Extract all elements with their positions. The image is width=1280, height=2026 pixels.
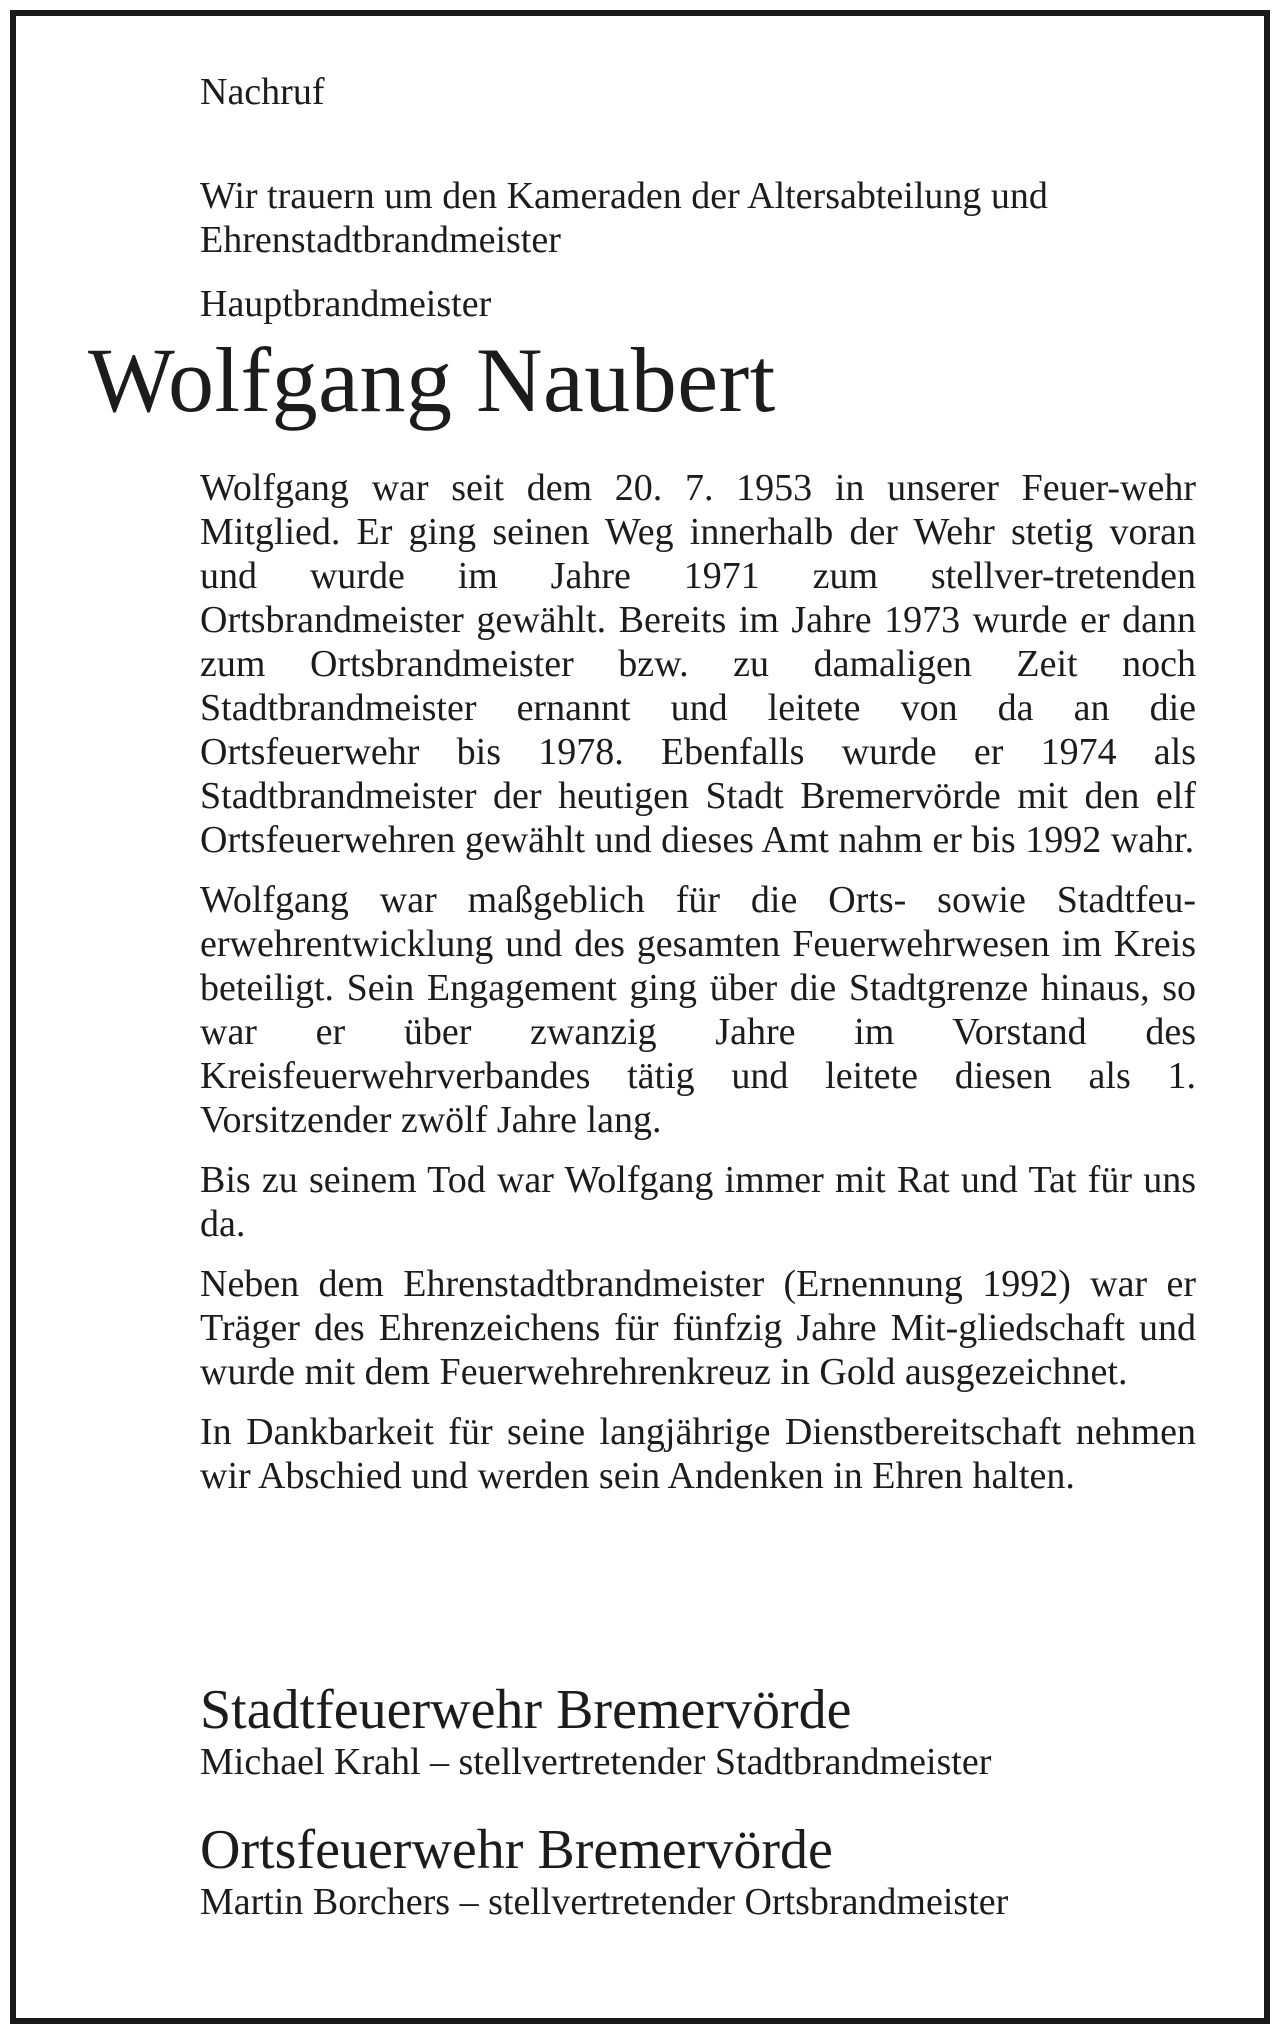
- notice-label: Nachruf: [200, 71, 325, 113]
- rank-title: Hauptbrandmeister: [200, 283, 492, 325]
- paragraph-engagement: Wolfgang war maßgeblich für die Orts- sowie Stadtfeu-erwehrentwicklung und des gesamten Feuerwehrwesen im Kreis beteiligt. Sein Engagement ging über die Stadtgrenze hinaus, so war er über zwanzig Jahre im Vorstand des Kreisfeuerwehrverbandes tätig und leitete diesen als 1. Vorsitzender zwölf Jahre lang.: [200, 879, 1196, 1141]
- obituary-body: [200, 466, 1196, 1514]
- signatures: [200, 1680, 1220, 1960]
- paragraph-membership: Wolfgang war seit dem 20. 7. 1953 in unserer Feuer-wehr Mitglied. Er ging seinen Weg innerhalb der Wehr stetig voran und wurde im Jahre 1971 zum stellver-tretenden Ortsbrandmeister gewählt. Bereits im Jahre 1973 wurde er dann zum Ortsbrandmeister bzw. zu damaligen Zeit noch Stadtbrandmeister ernannt und leitete von da an die Ortsfeuerwehr bis 1978. Ebenfalls wurde er 1974 als Stadtbrandmeister der heutigen Stadt Bremervörde mit den elf Ortsfeuerwehren gewählt und dieses Amt nahm er bis 1992 wahr.: [200, 467, 1196, 861]
- deceased-name: Wolfgang Naubert: [88, 329, 776, 431]
- notice-header: [200, 70, 1196, 326]
- paragraph-farewell: In Dankbarkeit für seine langjährige Dienstbereitschaft nehmen wir Abschied und werden sein Andenken in Ehren halten.: [200, 1411, 1196, 1497]
- intro-text: Wir trauern um den Kameraden der Altersabteilung und Ehrenstadtbrandmeister: [200, 175, 1048, 261]
- signature-representative: Michael Krahl – stellvertretender Stadtbrandmeister: [200, 1741, 992, 1783]
- signature-organization: Stadtfeuerwehr Bremervörde: [200, 1679, 852, 1741]
- paragraph-support: Bis zu seinem Tod war Wolfgang immer mit Rat und Tat für uns da.: [200, 1159, 1196, 1245]
- paragraph-honors: Neben dem Ehrenstadtbrandmeister (Ernennung 1992) war er Träger des Ehrenzeichens für fünfzig Jahre Mit-gliedschaft und wurde mit dem Feuerwehrehrenkreuz in Gold ausgezeichnet.: [200, 1263, 1196, 1393]
- signature-organization: Ortsfeuerwehr Bremervörde: [200, 1819, 833, 1881]
- signature-representative: Martin Borchers – stellvertretender Ortsbrandmeister: [200, 1881, 1009, 1923]
